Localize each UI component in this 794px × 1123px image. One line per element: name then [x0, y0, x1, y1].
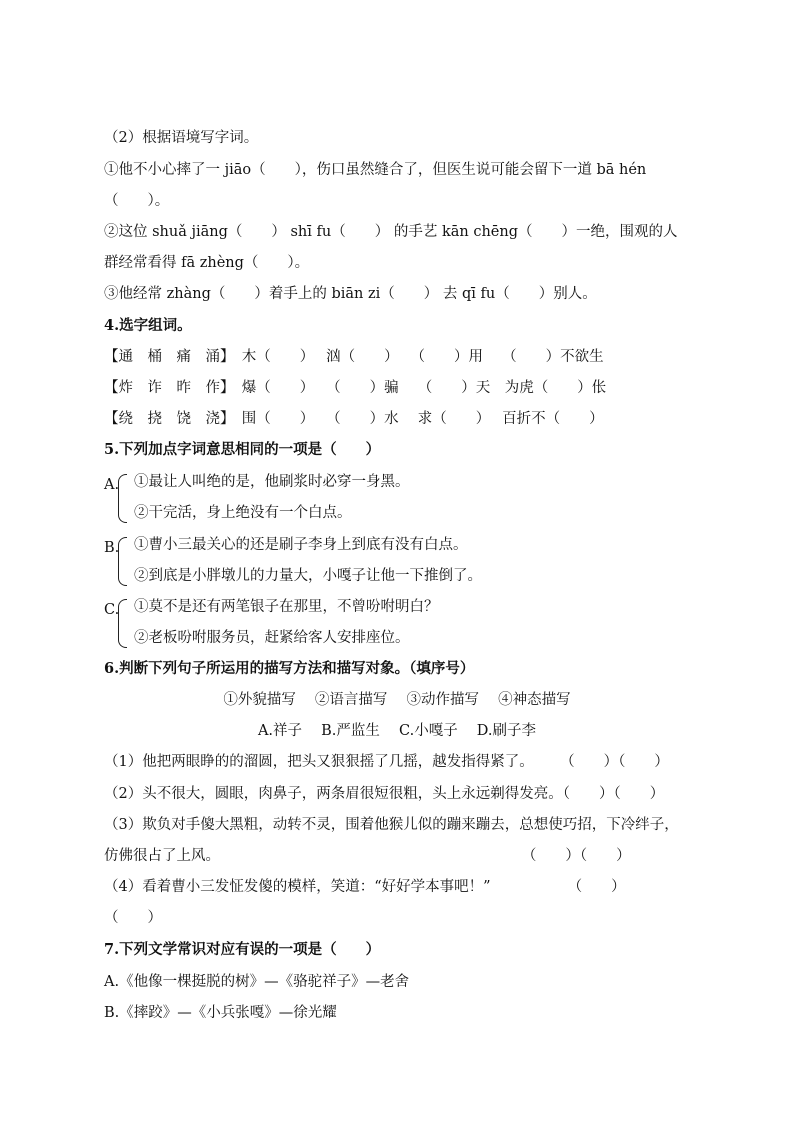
option-letter: A.	[104, 477, 120, 493]
q7-option-b: B.《摔跤》—《小兵张嘎》—徐光耀	[104, 1005, 337, 1021]
q7-option-a: A.《他像一棵挺脱的树》—《骆驼祥子》—老舍	[104, 974, 410, 990]
q4-row-3: 【绕 挠 饶 浇】 围（ ） （ ）水 求（ ） 百折不（ ）	[104, 411, 604, 427]
q6-methods: ①外貌描写 ②语言描写 ③动作描写 ④神态描写	[223, 692, 571, 708]
q6-sentence-4-cont: （ ）	[104, 910, 162, 926]
q6-heading: 6.判断下列句子所运用的描写方法和描写对象。（填序号）	[104, 660, 475, 677]
q4-heading: 4.选字组词。	[104, 317, 192, 334]
q6-sentence-1: （1）他把两眼睁的的溜圆，把头又狠狠摇了几摇，越发指得紧了。 （ ）（ ）	[104, 754, 669, 770]
brace-icon	[118, 599, 127, 648]
option-line: ①最让人叫绝的是，他刷浆时必穿一身黑。	[134, 474, 410, 490]
q6-targets: A.祥子 B.严监生 C.小嘎子 D.刷子李	[257, 723, 537, 739]
q2-heading: （2）根据语境写字词。	[104, 130, 259, 146]
brace-icon	[118, 474, 127, 523]
q2-item-2: ②这位 shuǎ jiāng（ ） shī fu（ ） 的手艺 kān chēng（ ）一绝，围观的人	[104, 224, 678, 240]
option-letter: B.	[104, 540, 120, 556]
option-line: ②到底是小胖墩儿的力量大，小嘎子让他一下推倒了。	[134, 568, 482, 584]
q6-sentence-3-cont: 仿佛很占了上风。 （ ）（ ）	[104, 848, 631, 864]
q2-item-3: ③他经常 zhàng（ ）着手上的 biān zi（ ） 去 qī fu（ ）别人。	[104, 286, 597, 302]
option-line: ②干完活，身上绝没有一个白点。	[134, 505, 352, 521]
q6-sentence-3: （3）欺负对手傻大黑粗，动转不灵，围着他猴儿似的蹦来蹦去，总想使巧招，下冷绊子，	[104, 817, 679, 833]
brace-icon	[118, 537, 127, 586]
option-line: ①曹小三最关心的还是刷子李身上到底有没有白点。	[134, 537, 468, 553]
q5-heading: 5.下列加点字词意思相同的一项是（ ）	[104, 441, 381, 458]
option-line: ①莫不是还有两笔银子在那里，不曾吩咐明白？	[134, 599, 439, 615]
option-line: ②老板吩咐服务员，赶紧给客人安排座位。	[134, 630, 410, 646]
q6-sentence-4: （4）看着曹小三发怔发傻的模样，笑道：“好好学本事吧！” （ ）	[104, 879, 626, 895]
q6-sentence-2: （2）头不很大，圆眼，肉鼻子，两条眉很短很粗，头上永远剃得发亮。（ ）（ ）	[104, 786, 665, 802]
q7-heading: 7.下列文学常识对应有误的一项是（ ）	[104, 941, 381, 958]
q2-item-1: ①他不小心摔了一 jiāo（ ），伤口虽然缝合了，但医生说可能会留下一道 bā hén	[104, 162, 647, 178]
q4-row-1: 【通 桶 痛 涌】 木（ ） 汹（ ） （ ）用 （ ）不欲生	[104, 349, 604, 365]
q2-item-2-cont: 群经常看得 fā zhèng（ ）。	[104, 255, 310, 271]
option-letter: C.	[104, 602, 120, 618]
q4-row-2: 【炸 诈 昨 作】 爆（ ） （ ）骗 （ ）天 为虎（ ）伥	[104, 380, 607, 396]
q2-item-1-cont: （ ）。	[104, 193, 170, 209]
